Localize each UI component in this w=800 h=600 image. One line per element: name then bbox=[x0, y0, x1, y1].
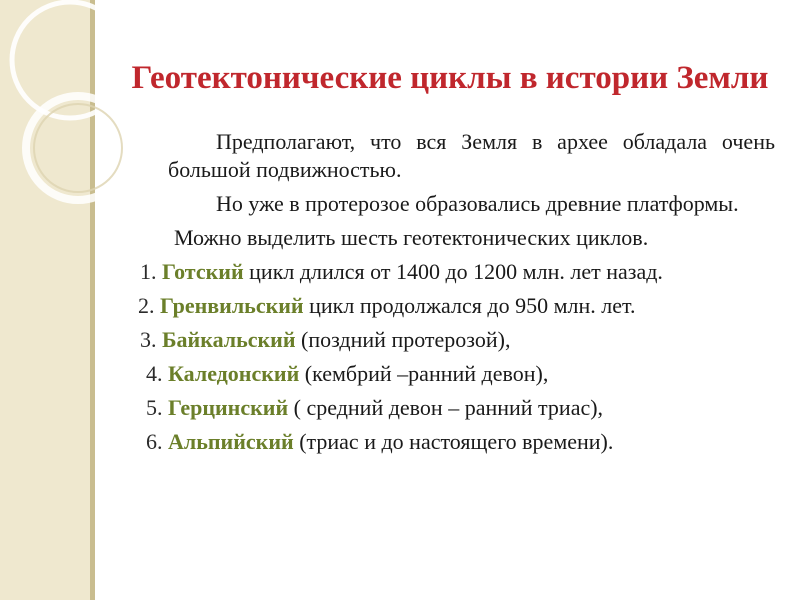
cycle-description: цикл длился от 1400 до 1200 млн. лет назад. bbox=[243, 259, 663, 284]
paragraph-cycles-intro: Можно выделить шесть геотектонических циклов. bbox=[174, 225, 649, 250]
cycle-description: (кембрий –ранний девон), bbox=[299, 361, 549, 386]
paragraph-archean: Предполагают, что вся Земля в архее обладала очень большой подвижностью. bbox=[168, 129, 775, 182]
cycle-name: Альпийский bbox=[168, 429, 294, 454]
item-number: 3. bbox=[140, 327, 157, 352]
item-number: 4. bbox=[146, 361, 163, 386]
cycle-description: (триас и до настоящего времени). bbox=[293, 429, 614, 454]
cycle-description: (поздний протерозой), bbox=[295, 327, 511, 352]
slide-body bbox=[120, 128, 775, 462]
cycle-name: Каледонский bbox=[168, 361, 300, 386]
cycle-name: Готский bbox=[162, 259, 244, 284]
item-number: 5. bbox=[146, 395, 163, 420]
paragraph-proterozoic: Но уже в протерозое образовались древние платформы. bbox=[216, 191, 739, 216]
item-number: 2. bbox=[138, 293, 155, 318]
list-item-cycle-1 bbox=[120, 258, 775, 286]
list-item-cycle-2 bbox=[120, 292, 775, 320]
slide-title: Геотектонические циклы в истории Земли bbox=[131, 60, 769, 97]
list-item-cycle-3 bbox=[120, 326, 775, 354]
list-item-cycle-4 bbox=[120, 360, 775, 388]
cycle-description: ( средний девон – ранний триас), bbox=[288, 395, 604, 420]
item-number: 1. bbox=[140, 259, 157, 284]
item-number: 6. bbox=[146, 429, 163, 454]
cycle-description: цикл продолжался до 950 млн. лет. bbox=[303, 293, 636, 318]
cycle-name: Герцинский bbox=[168, 395, 289, 420]
list-item-cycle-6 bbox=[120, 428, 775, 456]
cycle-name: Гренвильский bbox=[160, 293, 304, 318]
list-item-cycle-5 bbox=[120, 394, 775, 422]
cycle-name: Байкальский bbox=[162, 327, 296, 352]
